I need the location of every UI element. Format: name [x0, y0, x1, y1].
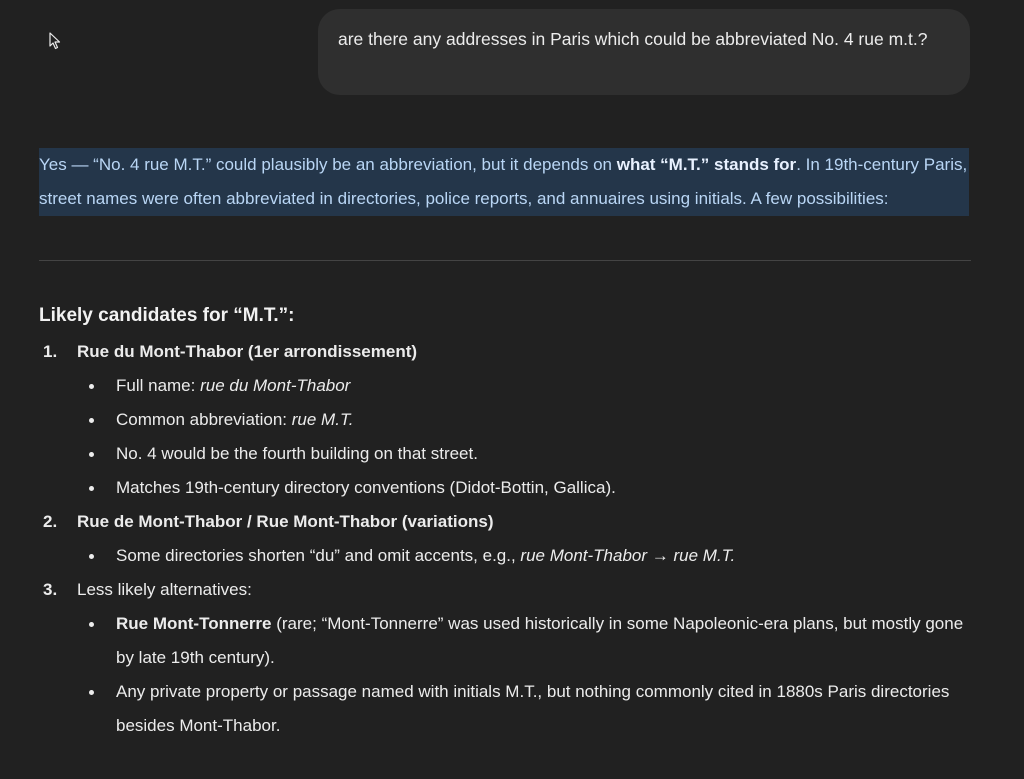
detail-bullet [116, 539, 971, 573]
candidates-list [39, 335, 971, 743]
assistant-response [39, 148, 971, 743]
user-message-bubble [318, 9, 970, 95]
detail-bullet: Matches 19th-century directory conventions (Didot-Bottin, Gallica). [116, 471, 971, 505]
candidate-title: Rue de Mont-Thabor / Rue Mont-Thabor (variations) [77, 512, 494, 531]
candidate-details [39, 369, 971, 505]
candidates-heading: Likely candidates for “M.T.”: [39, 305, 295, 326]
candidate-item [39, 335, 971, 505]
candidate-item [39, 573, 971, 743]
detail-bullet [116, 607, 971, 675]
candidate-details [39, 539, 971, 573]
list-number: 3. [43, 580, 58, 599]
bullet-text: (rare; “Mont-Tonnerre” was used historically in some Napoleonic-era plans, but mostly gone by late 19th century). [116, 614, 964, 667]
bullet-italic: rue M.T. [673, 546, 736, 565]
detail-bullet: No. 4 would be the fourth building on that street. [116, 437, 971, 471]
bullet-text: Some directories shorten “du” and omit accents, e.g., [116, 546, 521, 565]
candidate-title: Rue du Mont-Thabor (1er arrondissement) [77, 342, 418, 361]
detail-bullet [116, 369, 971, 403]
bullet-italic: rue Mont-Thabor [520, 546, 648, 565]
candidate-title: Less likely alternatives: [77, 580, 252, 599]
bullet-italic: rue du Mont-Thabor [200, 376, 351, 395]
list-number: 2. [43, 512, 58, 531]
mouse-cursor-icon [49, 32, 61, 50]
candidate-item [39, 505, 971, 573]
intro-text-post: . In 19th-century Paris, street names were often abbreviated in directories, police reports, and annuaires using initials. A few possibilities: [39, 155, 968, 208]
bullet-bold: Rue Mont-Tonnerre [116, 614, 272, 633]
bullet-text: Full name: [116, 376, 201, 395]
user-message-text: are there any addresses in Paris which could be abbreviated No. 4 rue m.t.? [338, 29, 928, 49]
bullet-italic: rue M.T. [291, 410, 354, 429]
intro-text-pre: Yes — “No. 4 rue M.T.” could plausibly be an abbreviation, but it depends on [39, 155, 617, 174]
detail-bullet [116, 403, 971, 437]
list-number: 1. [43, 342, 58, 361]
intro-paragraph [39, 148, 969, 216]
intro-text-bold: what “M.T.” stands for [616, 155, 797, 174]
candidate-details [39, 607, 971, 743]
arrow-text: → [647, 546, 674, 565]
bullet-text: Common abbreviation: [116, 410, 292, 429]
section-divider [39, 260, 971, 261]
detail-bullet: Any private property or passage named with initials M.T., but nothing commonly cited in 1880s Paris directories besides Mont-Thabor. [116, 675, 971, 743]
